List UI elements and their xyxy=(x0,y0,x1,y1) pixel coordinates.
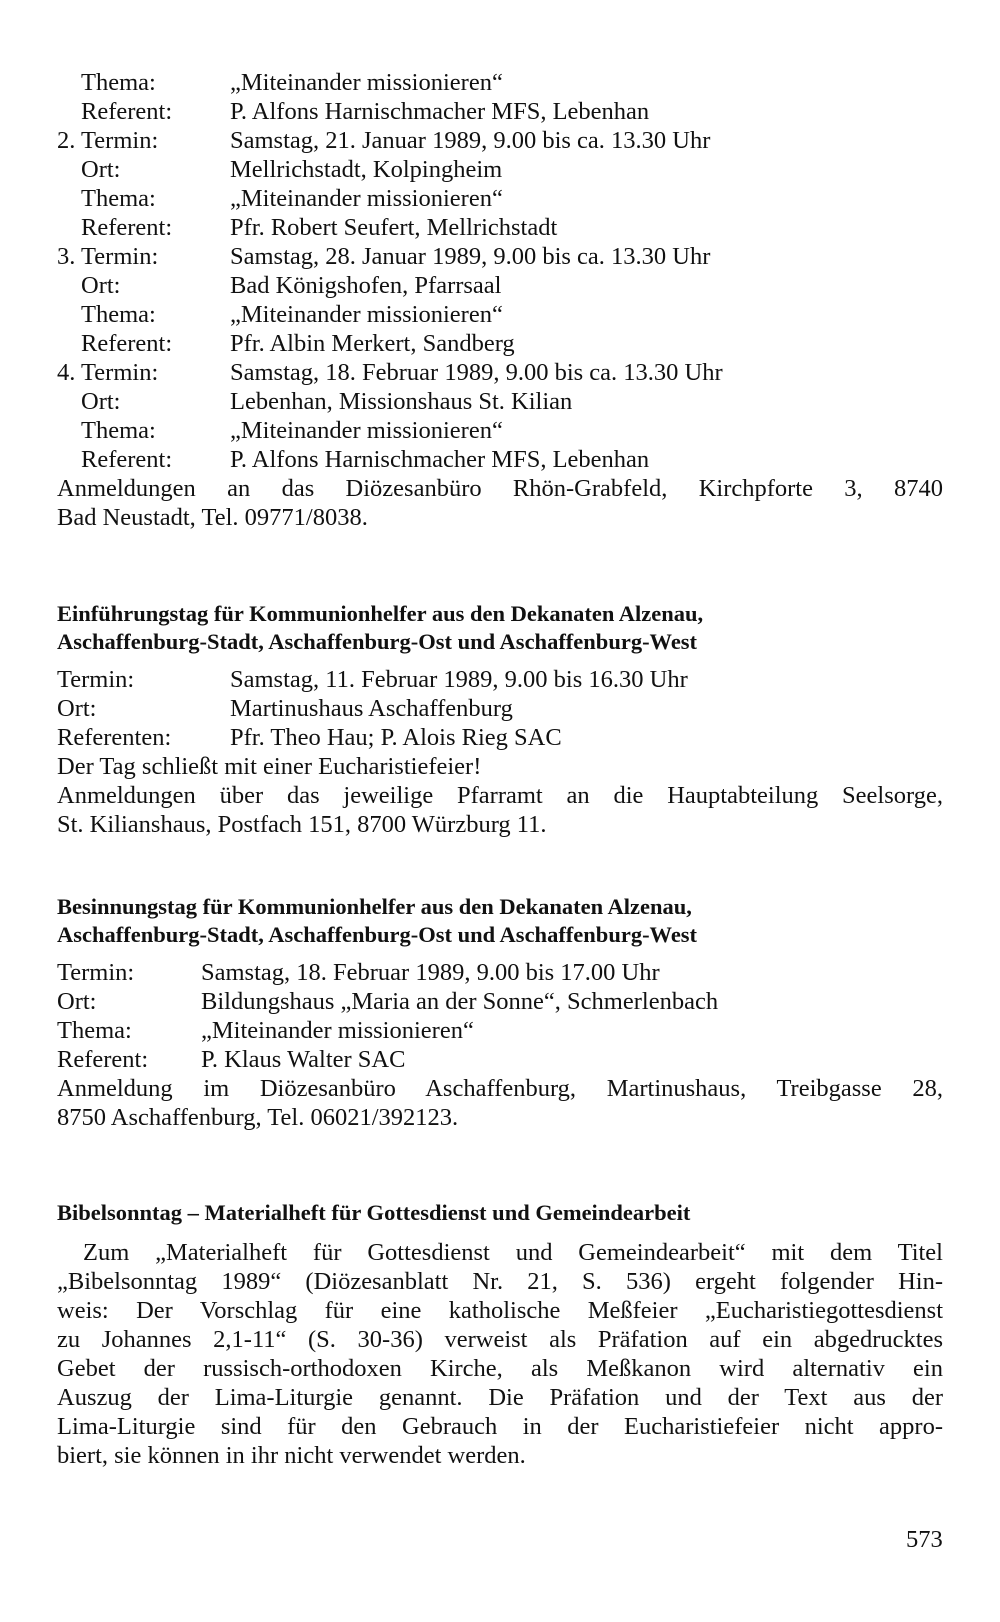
field-value: Samstag, 28. Januar 1989, 9.00 bis ca. 13.30 Uhr xyxy=(230,243,711,270)
paragraph-line: weis: Der Vorschlag für eine katholische Meßfeier „Eucharistiegottesdienst xyxy=(57,1297,943,1324)
field-label: Ort: xyxy=(81,156,121,183)
field-label: Thema: xyxy=(81,417,156,444)
field-label: Thema: xyxy=(81,301,156,328)
field-value: Bildungshaus „Maria an der Sonne“, Schmerlenbach xyxy=(201,988,719,1015)
field-value: „Miteinander missionieren“ xyxy=(230,417,503,444)
field-label: Referent: xyxy=(81,214,173,241)
body-text: Anmeldungen über das jeweilige Pfarramt an die Hauptabteilung Seelsorge, xyxy=(57,782,943,809)
field-label: 2. Termin: xyxy=(57,127,159,154)
body-text: St. Kilianshaus, Postfach 151, 8700 Würzburg 11. xyxy=(57,811,547,838)
field-label: Thema: xyxy=(81,185,156,212)
field-value: Martinushaus Aschaffenburg xyxy=(230,695,513,722)
section-heading: Besinnungstag für Kommunionhelfer aus den Dekanaten Alzenau, xyxy=(57,894,692,919)
field-label: Thema: xyxy=(81,69,156,96)
field-value: „Miteinander missionieren“ xyxy=(230,301,503,328)
paragraph-line: Auszug der Lima-Liturgie genannt. Die Präfation und der Text aus der xyxy=(57,1384,943,1411)
section-heading: Einführungstag für Kommunionhelfer aus den Dekanaten Alzenau, xyxy=(57,601,704,626)
field-value: Samstag, 18. Februar 1989, 9.00 bis ca. 13.30 Uhr xyxy=(230,359,723,386)
paragraph-line: biert, sie können in ihr nicht verwendet werden. xyxy=(57,1442,526,1469)
field-value: P. Klaus Walter SAC xyxy=(201,1046,406,1073)
field-label: Ort: xyxy=(57,988,97,1015)
page-number: 573 xyxy=(906,1526,943,1553)
field-value: Mellrichstadt, Kolpingheim xyxy=(230,156,503,183)
registration-note: Anmeldungen an das Diözesanbüro Rhön-Grabfeld, Kirchpforte 3, 8740 xyxy=(57,475,943,502)
paragraph-line: Zum „Materialheft für Gottesdienst und Gemeindearbeit“ mit dem Titel xyxy=(83,1239,943,1266)
field-value: P. Alfons Harnischmacher MFS, Lebenhan xyxy=(230,446,650,473)
field-label: Ort: xyxy=(57,695,97,722)
field-value: Samstag, 21. Januar 1989, 9.00 bis ca. 13.30 Uhr xyxy=(230,127,711,154)
body-text: Der Tag schließt mit einer Eucharistiefeier! xyxy=(57,753,482,780)
field-value: Samstag, 18. Februar 1989, 9.00 bis 17.00 Uhr xyxy=(201,959,660,986)
field-value: „Miteinander missionieren“ xyxy=(201,1017,474,1044)
body-text: Anmeldung im Diözesanbüro Aschaffenburg, Martinushaus, Treibgasse 28, xyxy=(57,1075,943,1102)
paragraph-line: Lima-Liturgie sind für den Gebrauch in der Eucharistiefeier nicht appro- xyxy=(57,1413,943,1440)
section-heading: Aschaffenburg-Stadt, Aschaffenburg-Ost und Aschaffenburg-West xyxy=(57,922,698,947)
field-value: Pfr. Albin Merkert, Sandberg xyxy=(230,330,515,357)
field-label: Ort: xyxy=(81,272,121,299)
field-value: „Miteinander missionieren“ xyxy=(230,69,503,96)
field-label: Referent: xyxy=(57,1046,149,1073)
field-value: Lebenhan, Missionshaus St. Kilian xyxy=(230,388,573,415)
body-text: 8750 Aschaffenburg, Tel. 06021/392123. xyxy=(57,1104,459,1131)
field-label: Referent: xyxy=(81,98,173,125)
paragraph-line: zu Johannes 2,1-11“ (S. 30-36) verweist als Präfation auf ein abgedrucktes xyxy=(57,1326,943,1353)
field-value: Samstag, 11. Februar 1989, 9.00 bis 16.30 Uhr xyxy=(230,666,688,693)
paragraph-line: „Bibelsonntag 1989“ (Diözesanblatt Nr. 21, S. 536) ergeht folgender Hin- xyxy=(57,1268,943,1295)
field-value: Bad Königshofen, Pfarrsaal xyxy=(230,272,502,299)
field-label: 3. Termin: xyxy=(57,243,159,270)
field-label: Referenten: xyxy=(57,724,172,751)
section-heading: Aschaffenburg-Stadt, Aschaffenburg-Ost und Aschaffenburg-West xyxy=(57,629,698,654)
field-value: Pfr. Robert Seufert, Mellrichstadt xyxy=(230,214,558,241)
field-label: Ort: xyxy=(81,388,121,415)
field-value: „Miteinander missionieren“ xyxy=(230,185,503,212)
registration-note: Bad Neustadt, Tel. 09771/8038. xyxy=(57,504,368,531)
field-value: Pfr. Theo Hau; P. Alois Rieg SAC xyxy=(230,724,562,751)
field-label: Thema: xyxy=(57,1017,132,1044)
section-heading: Bibelsonntag – Materialheft für Gottesdienst und Gemeindearbeit xyxy=(57,1200,691,1225)
field-label: Termin: xyxy=(57,959,135,986)
field-label: Referent: xyxy=(81,330,173,357)
paragraph-line: Gebet der russisch-orthodoxen Kirche, als Meßkanon wird alternativ ein xyxy=(57,1355,943,1382)
field-label: 4. Termin: xyxy=(57,359,159,386)
field-label: Termin: xyxy=(57,666,135,693)
field-value: P. Alfons Harnischmacher MFS, Lebenhan xyxy=(230,98,650,125)
field-label: Referent: xyxy=(81,446,173,473)
